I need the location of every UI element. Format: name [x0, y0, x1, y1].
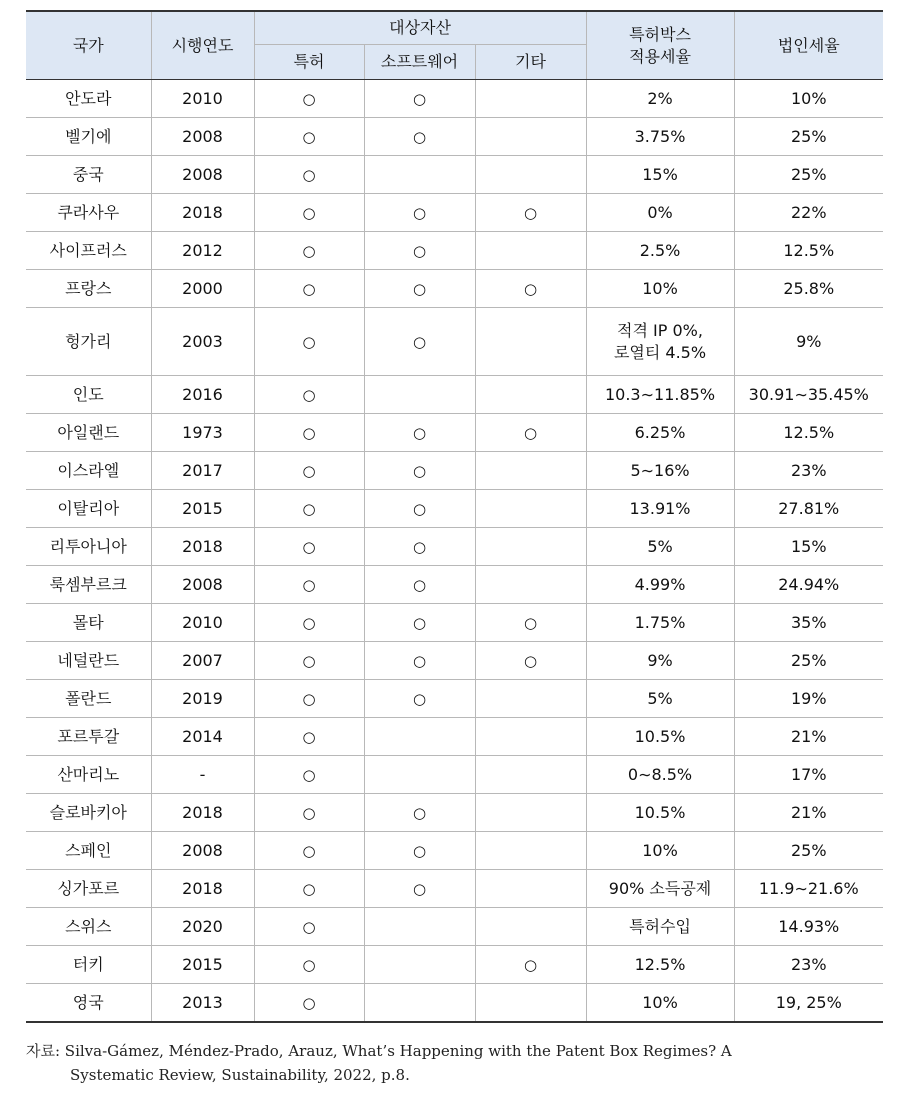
check-circle-icon: ○ — [302, 689, 316, 708]
cell-patent — [254, 308, 364, 376]
cell-corporate-tax: 25% — [734, 118, 883, 156]
cell-year: 1973 — [151, 414, 254, 452]
cell-patent — [254, 156, 364, 194]
header-year: 시행연도 — [151, 11, 254, 80]
cell-year: 2018 — [151, 528, 254, 566]
cell-software — [364, 604, 475, 642]
cell-patent-box-rate: 1.75% — [586, 604, 734, 642]
cell-corporate-tax: 10% — [734, 80, 883, 118]
check-circle-icon: ○ — [302, 89, 316, 108]
check-circle-icon: ○ — [302, 203, 316, 222]
cell-patent-box-rate: 9% — [586, 642, 734, 680]
cell-country: 이탈리아 — [26, 490, 151, 528]
check-circle-icon: ○ — [412, 803, 427, 822]
cell-year: 2008 — [151, 566, 254, 604]
cell-software — [364, 528, 475, 566]
source-line2: Systematic Review, Sustainability, 2022, p.8. — [70, 1066, 410, 1084]
cell-software — [364, 232, 475, 270]
cell-corporate-tax: 21% — [734, 718, 883, 756]
rate-line2: 로열티 4.5% — [613, 342, 707, 362]
cell-patent — [254, 528, 364, 566]
cell-country: 헝가리 — [26, 308, 151, 376]
cell-other — [475, 642, 586, 680]
cell-other — [475, 680, 586, 718]
cell-other — [475, 566, 586, 604]
cell-patent — [254, 642, 364, 680]
header-rate-line2: 적용세율 — [629, 46, 691, 66]
cell-corporate-tax: 25.8% — [734, 270, 883, 308]
cell-patent-box-rate: 10.5% — [586, 718, 734, 756]
cell-patent-box-rate: 10.5% — [586, 794, 734, 832]
header-corporate-tax: 법인세율 — [734, 11, 883, 80]
cell-other — [475, 194, 586, 232]
cell-year: 2012 — [151, 232, 254, 270]
check-circle-icon: ○ — [412, 841, 427, 860]
cell-country: 몰타 — [26, 604, 151, 642]
cell-other — [475, 984, 586, 1023]
cell-year: 2018 — [151, 794, 254, 832]
cell-software — [364, 718, 475, 756]
check-circle-icon: ○ — [523, 955, 538, 974]
rate-line1: 적격 IP 0%, — [617, 320, 703, 340]
cell-year: 2015 — [151, 490, 254, 528]
table-row — [26, 452, 883, 490]
cell-patent — [254, 756, 364, 794]
cell-year: - — [151, 756, 254, 794]
cell-patent — [254, 194, 364, 232]
cell-software — [364, 566, 475, 604]
cell-year: 2018 — [151, 870, 254, 908]
cell-other — [475, 490, 586, 528]
cell-year: 2020 — [151, 908, 254, 946]
cell-patent — [254, 414, 364, 452]
check-circle-icon: ○ — [302, 917, 316, 936]
cell-software — [364, 870, 475, 908]
table-row — [26, 118, 883, 156]
cell-patent — [254, 908, 364, 946]
cell-other — [475, 528, 586, 566]
check-circle-icon: ○ — [302, 651, 316, 670]
cell-software — [364, 946, 475, 984]
table-row — [26, 80, 883, 118]
check-circle-icon: ○ — [412, 613, 427, 632]
cell-country: 안도라 — [26, 80, 151, 118]
cell-corporate-tax: 15% — [734, 528, 883, 566]
check-circle-icon: ○ — [523, 651, 538, 670]
cell-country: 아일랜드 — [26, 414, 151, 452]
check-circle-icon: ○ — [412, 461, 427, 480]
header-target-assets: 대상자산 — [254, 11, 586, 45]
cell-other — [475, 718, 586, 756]
cell-other — [475, 232, 586, 270]
cell-other — [475, 756, 586, 794]
cell-other — [475, 832, 586, 870]
header-patent: 특허 — [254, 45, 364, 80]
cell-country: 스페인 — [26, 832, 151, 870]
cell-patent-box-rate: 10% — [586, 984, 734, 1023]
cell-corporate-tax: 21% — [734, 794, 883, 832]
table-row — [26, 194, 883, 232]
cell-other — [475, 156, 586, 194]
source-note — [26, 1039, 886, 1087]
cell-patent — [254, 270, 364, 308]
header-patent-box-rate — [586, 11, 734, 80]
table-row — [26, 566, 883, 604]
table-header — [26, 11, 883, 80]
table-row — [26, 908, 883, 946]
cell-other — [475, 414, 586, 452]
check-circle-icon: ○ — [302, 803, 316, 822]
cell-patent-box-rate: 10% — [586, 832, 734, 870]
table-row — [26, 756, 883, 794]
check-circle-icon: ○ — [412, 332, 427, 351]
cell-patent — [254, 80, 364, 118]
cell-country: 사이프러스 — [26, 232, 151, 270]
check-circle-icon: ○ — [412, 689, 427, 708]
table-row — [26, 832, 883, 870]
check-circle-icon: ○ — [412, 423, 427, 442]
check-circle-icon: ○ — [302, 423, 316, 442]
cell-corporate-tax: 23% — [734, 946, 883, 984]
cell-country: 벨기에 — [26, 118, 151, 156]
cell-country: 리투아니아 — [26, 528, 151, 566]
table-row — [26, 528, 883, 566]
check-circle-icon: ○ — [302, 955, 316, 974]
cell-country: 이스라엘 — [26, 452, 151, 490]
source-line1: 자료: Silva-Gámez, Méndez-Prado, Arauz, What’s Happening with the Patent Box Regimes? A — [26, 1042, 732, 1060]
check-circle-icon: ○ — [412, 575, 427, 594]
cell-software — [364, 984, 475, 1023]
cell-other — [475, 376, 586, 414]
cell-patent-box-rate: 2.5% — [586, 232, 734, 270]
cell-corporate-tax: 25% — [734, 642, 883, 680]
cell-patent-box-rate: 0∼8.5% — [586, 756, 734, 794]
cell-year: 2017 — [151, 452, 254, 490]
cell-corporate-tax: 12.5% — [734, 232, 883, 270]
cell-year: 2015 — [151, 946, 254, 984]
table-row — [26, 946, 883, 984]
check-circle-icon: ○ — [302, 461, 316, 480]
cell-year: 2000 — [151, 270, 254, 308]
cell-software — [364, 794, 475, 832]
table-row — [26, 376, 883, 414]
check-circle-icon: ○ — [302, 727, 316, 746]
cell-year: 2014 — [151, 718, 254, 756]
cell-country: 폴란드 — [26, 680, 151, 718]
table-row — [26, 414, 883, 452]
cell-software — [364, 194, 475, 232]
cell-corporate-tax: 19% — [734, 680, 883, 718]
cell-year: 2008 — [151, 156, 254, 194]
check-circle-icon: ○ — [302, 241, 316, 260]
cell-other — [475, 308, 586, 376]
cell-other — [475, 452, 586, 490]
cell-patent — [254, 680, 364, 718]
table-row — [26, 718, 883, 756]
check-circle-icon: ○ — [302, 537, 316, 556]
cell-software — [364, 308, 475, 376]
cell-country: 슬로바키아 — [26, 794, 151, 832]
check-circle-icon: ○ — [302, 499, 316, 518]
check-circle-icon: ○ — [302, 279, 316, 298]
cell-year: 2010 — [151, 80, 254, 118]
cell-corporate-tax: 22% — [734, 194, 883, 232]
cell-patent — [254, 118, 364, 156]
cell-year: 2008 — [151, 832, 254, 870]
cell-year: 2016 — [151, 376, 254, 414]
header-other: 기타 — [475, 45, 586, 80]
cell-country: 포르투갈 — [26, 718, 151, 756]
cell-software — [364, 452, 475, 490]
cell-country: 산마리노 — [26, 756, 151, 794]
check-circle-icon: ○ — [302, 385, 316, 404]
cell-software — [364, 414, 475, 452]
cell-corporate-tax: 35% — [734, 604, 883, 642]
cell-software — [364, 832, 475, 870]
cell-software — [364, 490, 475, 528]
cell-patent-box-rate: 4.99% — [586, 566, 734, 604]
cell-software — [364, 80, 475, 118]
cell-corporate-tax: 14.93% — [734, 908, 883, 946]
cell-patent-box-rate: 2% — [586, 80, 734, 118]
check-circle-icon: ○ — [302, 879, 316, 898]
cell-patent-box-rate: 10.3∼11.85% — [586, 376, 734, 414]
cell-software — [364, 680, 475, 718]
cell-patent-box-rate: 6.25% — [586, 414, 734, 452]
check-circle-icon: ○ — [412, 537, 427, 556]
cell-country: 인도 — [26, 376, 151, 414]
cell-other — [475, 80, 586, 118]
cell-patent-box-rate: 5∼16% — [586, 452, 734, 490]
check-circle-icon: ○ — [302, 765, 316, 784]
check-circle-icon: ○ — [302, 575, 316, 594]
cell-patent — [254, 376, 364, 414]
cell-country: 중국 — [26, 156, 151, 194]
cell-country: 네덜란드 — [26, 642, 151, 680]
check-circle-icon: ○ — [412, 879, 427, 898]
cell-software — [364, 156, 475, 194]
cell-patent — [254, 832, 364, 870]
cell-year: 2018 — [151, 194, 254, 232]
check-circle-icon: ○ — [412, 651, 427, 670]
check-circle-icon: ○ — [523, 423, 538, 442]
check-circle-icon: ○ — [302, 165, 316, 184]
table-row — [26, 156, 883, 194]
cell-other — [475, 908, 586, 946]
cell-corporate-tax: 24.94% — [734, 566, 883, 604]
cell-patent-box-rate: 10% — [586, 270, 734, 308]
check-circle-icon: ○ — [302, 332, 316, 351]
check-circle-icon: ○ — [302, 993, 316, 1012]
check-circle-icon: ○ — [302, 613, 316, 632]
cell-other — [475, 118, 586, 156]
cell-corporate-tax: 12.5% — [734, 414, 883, 452]
cell-year: 2019 — [151, 680, 254, 718]
cell-corporate-tax: 25% — [734, 832, 883, 870]
check-circle-icon: ○ — [302, 841, 316, 860]
table-row — [26, 232, 883, 270]
table-row — [26, 870, 883, 908]
patent-box-table — [26, 10, 883, 1023]
check-circle-icon: ○ — [523, 279, 538, 298]
cell-corporate-tax: 30.91∼35.45% — [734, 376, 883, 414]
cell-corporate-tax: 11.9∼21.6% — [734, 870, 883, 908]
cell-other — [475, 270, 586, 308]
cell-year: 2007 — [151, 642, 254, 680]
cell-country: 쿠라사우 — [26, 194, 151, 232]
cell-patent — [254, 566, 364, 604]
cell-patent — [254, 490, 364, 528]
cell-country: 프랑스 — [26, 270, 151, 308]
cell-patent — [254, 946, 364, 984]
table-row — [26, 604, 883, 642]
cell-other — [475, 870, 586, 908]
cell-patent — [254, 984, 364, 1023]
cell-software — [364, 376, 475, 414]
check-circle-icon: ○ — [523, 613, 538, 632]
header-rate-line1: 특허박스 — [629, 24, 691, 44]
cell-country: 영국 — [26, 984, 151, 1023]
check-circle-icon: ○ — [412, 127, 427, 146]
cell-patent-box-rate: 5% — [586, 680, 734, 718]
cell-country: 싱가포르 — [26, 870, 151, 908]
cell-patent — [254, 604, 364, 642]
cell-year: 2008 — [151, 118, 254, 156]
table-row — [26, 642, 883, 680]
cell-corporate-tax: 17% — [734, 756, 883, 794]
cell-country: 터키 — [26, 946, 151, 984]
cell-patent-box-rate: 90% 소득공제 — [586, 870, 734, 908]
cell-corporate-tax: 9% — [734, 308, 883, 376]
cell-patent-box-rate: 13.91% — [586, 490, 734, 528]
cell-patent — [254, 718, 364, 756]
check-circle-icon: ○ — [412, 241, 427, 260]
cell-patent — [254, 232, 364, 270]
cell-patent-box-rate: 12.5% — [586, 946, 734, 984]
check-circle-icon: ○ — [302, 127, 316, 146]
cell-other — [475, 604, 586, 642]
cell-software — [364, 756, 475, 794]
cell-other — [475, 794, 586, 832]
check-circle-icon: ○ — [523, 203, 538, 222]
cell-patent-box-rate: 15% — [586, 156, 734, 194]
cell-corporate-tax: 19, 25% — [734, 984, 883, 1023]
check-circle-icon: ○ — [412, 89, 427, 108]
cell-patent — [254, 870, 364, 908]
cell-country: 스위스 — [26, 908, 151, 946]
table-body — [26, 80, 883, 1023]
header-country: 국가 — [26, 11, 151, 80]
cell-patent-box-rate — [586, 308, 734, 376]
table-row — [26, 680, 883, 718]
cell-year: 2003 — [151, 308, 254, 376]
cell-other — [475, 946, 586, 984]
check-circle-icon: ○ — [412, 279, 427, 298]
cell-corporate-tax: 23% — [734, 452, 883, 490]
cell-patent-box-rate: 5% — [586, 528, 734, 566]
table-row — [26, 490, 883, 528]
cell-country: 룩셈부르크 — [26, 566, 151, 604]
table-row — [26, 308, 883, 376]
cell-corporate-tax: 25% — [734, 156, 883, 194]
cell-software — [364, 642, 475, 680]
check-circle-icon: ○ — [412, 203, 427, 222]
cell-software — [364, 908, 475, 946]
cell-year: 2010 — [151, 604, 254, 642]
cell-year: 2013 — [151, 984, 254, 1023]
cell-corporate-tax: 27.81% — [734, 490, 883, 528]
check-circle-icon: ○ — [412, 499, 427, 518]
table-row — [26, 984, 883, 1023]
header-software: 소프트웨어 — [364, 45, 475, 80]
table-row — [26, 270, 883, 308]
cell-patent — [254, 452, 364, 490]
cell-patent-box-rate: 0% — [586, 194, 734, 232]
cell-patent — [254, 794, 364, 832]
cell-patent-box-rate: 특허수입 — [586, 908, 734, 946]
cell-software — [364, 270, 475, 308]
cell-software — [364, 118, 475, 156]
table-row — [26, 794, 883, 832]
cell-patent-box-rate: 3.75% — [586, 118, 734, 156]
